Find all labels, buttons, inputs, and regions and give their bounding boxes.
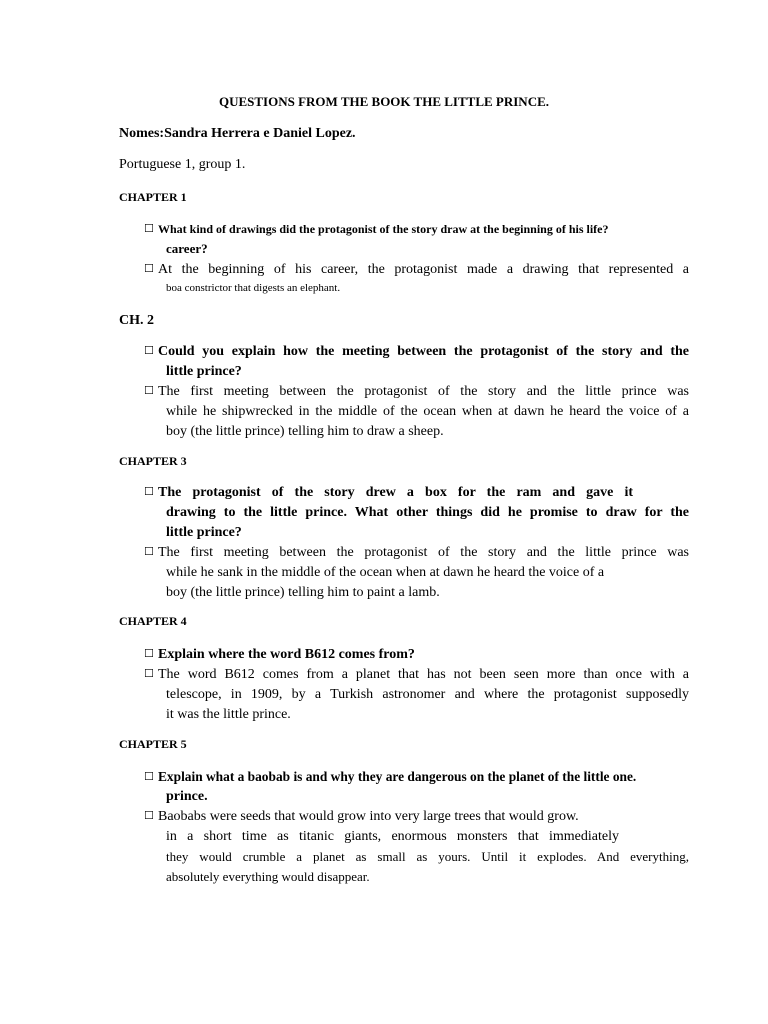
checkbox-bullet-icon: ☐ [144,344,154,357]
chapter-2-heading: CH. 2 [119,313,154,328]
chapter-2-question: ☐ Could you explain how the meeting between the protagonist of the story and the little prince? [144,341,689,382]
chapter-5-answer: ☐ Baobabs were seeds that would grow into very large trees that would grow. in a short time as titanic giants, enormous monsters that immediately they would crumble a planet as small as yours. Until it explodes. And everything, absolutely everything would disappear. [144,806,689,887]
chapter-4-heading: CHAPTER 4 [119,614,187,628]
chapter-3-answer: ☐ The first meeting between the protagonist of the story and the little prince was while he sank in the middle of the ocean when at dawn he heard the voice of a boy (the little prince) telling him to paint a lamb. [144,542,689,603]
document-title: QUESTIONS FROM THE BOOK THE LITTLE PRINCE. [218,94,549,109]
chapter-2-answer: ☐ The first meeting between the protagonist of the story and the little prince was while he shipwrecked in the middle of the ocean when at dawn he heard the voice of a boy (the little prince) telling him to draw a sheep. [144,381,689,442]
checkbox-bullet-icon: ☐ [144,647,154,660]
checkbox-bullet-icon: ☐ [144,384,154,397]
author-names: Nomes:Sandra Herrera e Daniel Lopez. [119,126,356,141]
checkbox-bullet-icon: ☐ [144,770,154,783]
checkbox-bullet-icon: ☐ [144,485,154,498]
checkbox-bullet-icon: ☐ [144,667,154,680]
course-group: Portuguese 1, group 1. [119,157,246,172]
chapter-4-question: ☐ Explain where the word B612 comes from? [144,644,689,665]
chapter-3-heading: CHAPTER 3 [119,454,187,468]
checkbox-bullet-icon: ☐ [144,222,154,235]
chapter-1-answer: ☐ At the beginning of his career, the protagonist made a drawing that represented a boa constrictor that digests an elephant. [144,259,689,296]
chapter-1-heading: CHAPTER 1 [119,190,187,204]
chapter-5-heading: CHAPTER 5 [119,737,187,751]
checkbox-bullet-icon: ☐ [144,545,154,558]
chapter-3-question: ☐ The protagonist of the story drew a box for the ram and gave it drawing to the little prince. What other things did he promise to draw for the little prince? [144,482,689,543]
chapter-5-question: ☐ Explain what a baobab is and why they are dangerous on the planet of the little one. prince. [144,769,637,804]
chapter-4-answer: ☐ The word B612 comes from a planet that has not been seen more than once with a telescope, in 1909, by a Turkish astronomer and where the protagonist supposedly it was the little prince. [144,664,689,725]
checkbox-bullet-icon: ☐ [144,809,154,822]
chapter-1-question: ☐ What kind of drawings did the protagonist of the story draw at the beginning of his life? career? [144,219,689,259]
checkbox-bullet-icon: ☐ [144,262,154,275]
